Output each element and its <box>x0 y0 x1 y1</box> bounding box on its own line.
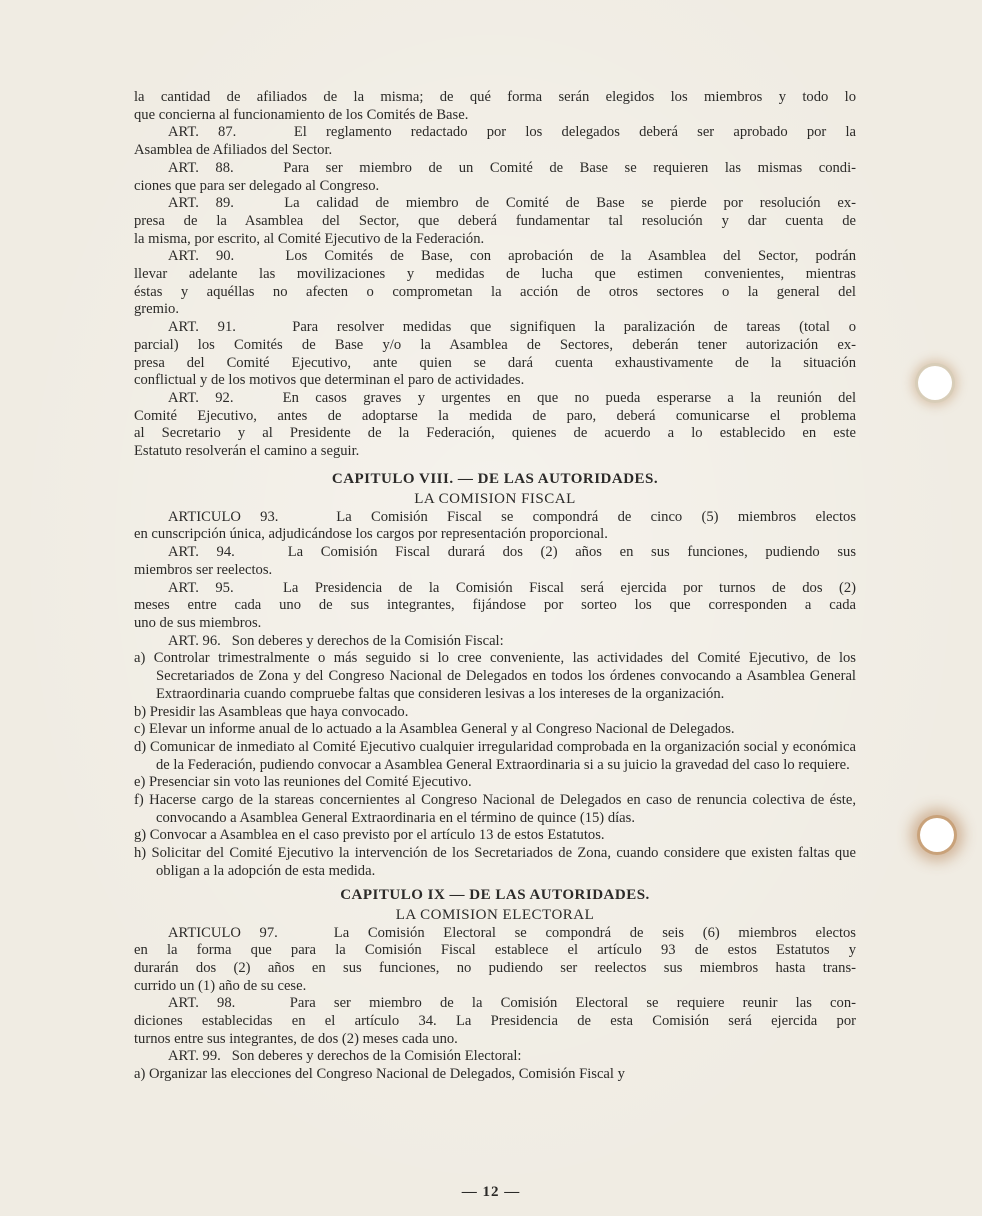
articles-93-96 <box>134 509 856 651</box>
list-item: f) Hacerse cargo de la stareas concernientes al Congreso Nacional de Delegados en caso de renuncia colectiva de éste, convocando a Asamblea General Extraordinaria en el término de quince (15) días. <box>134 792 856 826</box>
text-line: Estatuto resolverán el camino a seguir. <box>134 443 360 460</box>
text-line: ART. 95. La Presidencia de la Comisión Fiscal será ejercida por turnos de dos (2) <box>168 579 856 596</box>
list-item: a) Organizar las elecciones del Congreso Nacional de Delegados, Comisión Fiscal y <box>134 1066 625 1083</box>
text-line: llevar adelante las movilizaciones y medidas de lucha que estimen convenientes, mientras <box>134 266 856 283</box>
text-line: Asamblea de Afiliados del Sector. <box>134 142 333 159</box>
list-item: a) Controlar trimestralmente o más seguido si lo cree conveniente, las actividades del Comité Ejecutivo, de los Secretariados de Zona y del Congreso Nacional de Delegados en todos los órdenes convocando a Asamblea General Extraordinaria cuando compruebe faltas que consideren lesivas a los intereses de la organización. <box>134 650 856 702</box>
punch-hole <box>918 366 952 400</box>
text-line: ciones que para ser delegado al Congreso. <box>134 177 380 194</box>
text-line: ARTICULO 97. La Comisión Electoral se compondrá de seis (6) miembros electos <box>168 924 856 941</box>
text-line: ARTICULO 93. La Comisión Fiscal se compondrá de cinco (5) miembros electos <box>168 508 856 525</box>
text-line: ART. 98. Para ser miembro de la Comisión Electoral se requiere reunir las con- <box>168 995 856 1012</box>
text-line: en la forma que para la Comisión Fiscal establece el artículo 93 de estos Estatutos y <box>134 942 856 959</box>
article-96-items <box>134 650 856 880</box>
list-item: h) Solicitar del Comité Ejecutivo la intervención de los Secretariados de Zona, cuando considere que existen faltas que obligan a la adopción de esta medida. <box>134 845 856 879</box>
list-item: b) Presidir las Asambleas que haya convocado. <box>134 703 409 720</box>
list-item: g) Convocar a Asamblea en el caso previsto por el artículo 13 de estos Estatutos. <box>134 827 605 844</box>
list-item: d) Comunicar de inmediato al Comité Ejecutivo cualquier irregularidad comprobada en la organización social y económica de la Federación, pudiendo convocar a Asamblea General Extraordinaria si a su juicio la gravedad del caso lo requiere. <box>134 738 856 773</box>
text-line: uno de sus miembros. <box>134 614 262 631</box>
chapter-9-subtitle: LA COMISION ELECTORAL <box>395 906 595 923</box>
text-line: ART. 99. Son deberes y derechos de la Comisión Electoral: <box>168 1048 522 1065</box>
text-line: parcial) los Comités de Base y/o la Asamblea de Sectores, deberán tener autorización ex- <box>134 336 856 353</box>
articles-97-99 <box>134 925 856 1067</box>
text-line: ART. 91. Para resolver medidas que signifiquen la paralización de tareas (total o <box>168 319 856 336</box>
text-line: turnos entre sus integrantes, de dos (2) meses cada uno. <box>134 1030 458 1047</box>
text-line: la cantidad de afiliados de la misma; de qué forma serán elegidos los miembros y todo lo <box>134 89 856 105</box>
article-99-items <box>134 1066 856 1084</box>
text-line: durarán dos (2) años en sus funciones, no pudiendo ser reelectos sus miembros hasta trans- <box>134 959 856 976</box>
text-line: ART. 87. El reglamento redactado por los delegados deberá ser aprobado por la <box>168 124 856 141</box>
text-line: diciones establecidas en el artículo 34. La Presidencia de esta Comisión será ejercida por <box>134 1013 856 1030</box>
chapter-9-title: CAPITULO IX — DE LAS AUTORIDADES. <box>340 886 650 903</box>
text-line: gremio. <box>134 301 179 318</box>
text-line: que concierna al funcionamiento de los Comités de Base. <box>134 106 469 123</box>
statute-text <box>134 89 856 1084</box>
text-line: meses entre cada uno de sus integrantes, fijándose por sorteo los que corresponden a cada <box>134 597 856 614</box>
text-line: ART. 88. Para ser miembro de un Comité de Base se requieren las mismas condi- <box>168 159 856 176</box>
text-line: ART. 96. Son deberes y derechos de la Comisión Fiscal: <box>168 632 504 649</box>
list-item: e) Presenciar sin voto las reuniones del Comité Ejecutivo. <box>134 774 472 791</box>
text-line: miembros ser reelectos. <box>134 561 273 578</box>
articles-86-92 <box>134 89 856 461</box>
text-line: ART. 90. Los Comités de Base, con aprobación de la Asamblea del Sector, podrán <box>168 248 856 265</box>
text-line: presa de la Asamblea del Sector, que deberá fundamentar tal resolución y dar cuenta de <box>134 212 856 229</box>
text-line: la misma, por escrito, al Comité Ejecutivo de la Federación. <box>134 230 485 247</box>
text-line: Comité Ejecutivo, antes de adoptarse la medida de paro, deberá comunicarse el problema <box>134 407 856 424</box>
chapter-8-title: CAPITULO VIII. — DE LAS AUTORIDADES. <box>331 470 659 487</box>
text-line: al Secretario y al Presidente de la Federación, quienes de acuerdo a lo establecido en este <box>134 425 856 442</box>
text-line: currido un (1) año de su cese. <box>134 977 307 994</box>
text-line: éstas y aquéllas no afecten o comprometan la acción de otros sectores o la general del <box>134 283 856 300</box>
list-item: c) Elevar un informe anual de lo actuado a la Asamblea General y al Congreso Nacional de Delegados. <box>134 721 735 738</box>
text-line: ART. 92. En casos graves y urgentes en que no pueda esperarse a la reunión del <box>168 389 856 406</box>
text-line: presa del Comité Ejecutivo, ante quien se dará cuenta exhaustivamente de la situación <box>134 354 856 371</box>
text-line: ART. 94. La Comisión Fiscal durará dos (2) años en sus funciones, pudiendo sus <box>168 544 856 561</box>
text-line: conflictual y de los motivos que determinan el paro de actividades. <box>134 372 525 389</box>
punch-hole <box>920 818 954 852</box>
text-line: en cunscripción única, adjudicándose los cargos por representación proporcional. <box>134 526 608 543</box>
text-line: ART. 89. La calidad de miembro de Comité de Base se pierde por resolución ex- <box>168 195 856 212</box>
chapter-8-subtitle: LA COMISION FISCAL <box>414 490 576 507</box>
page-number: — 12 — <box>461 1184 521 1200</box>
